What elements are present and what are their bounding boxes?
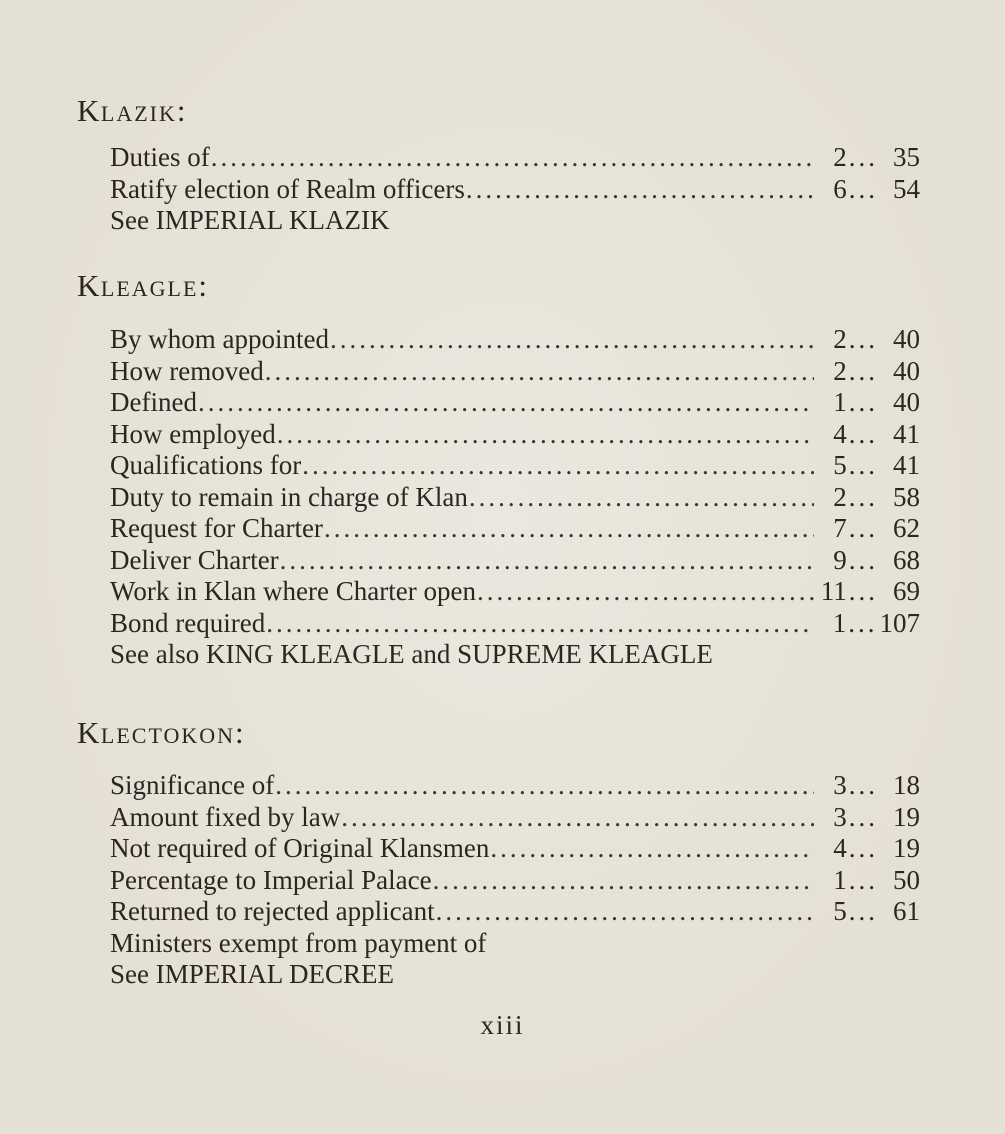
entry-separator: ... (848, 833, 878, 863)
entry-article: 2 (833, 481, 847, 512)
leader-dots (280, 545, 814, 577)
entry-article: 1 (833, 864, 847, 895)
index-entry (110, 770, 920, 802)
heading-initial: K (77, 93, 101, 128)
entry-page: 58 (893, 481, 920, 512)
entry-label: Deliver Charter (110, 544, 279, 575)
leader-dots (490, 833, 813, 865)
entry-separator: ... (848, 513, 878, 543)
entry-page: 61 (893, 896, 920, 926)
heading-colon: : (235, 715, 246, 750)
entry-page: 68 (893, 544, 920, 575)
entry-label: Work in Klan where Charter open (110, 576, 476, 606)
section-heading-klectokon (77, 717, 245, 748)
entry-page: 40 (893, 324, 920, 354)
see-reference: See IMPERIAL DECREE (110, 959, 394, 989)
index-entry (110, 896, 920, 928)
entry-page: 41 (893, 418, 920, 449)
entry-page: 41 (893, 450, 920, 480)
entry-separator: ... (848, 544, 878, 575)
leader-dots (211, 142, 814, 174)
section-entries-kleagle (110, 324, 920, 671)
see-reference: See IMPERIAL KLAZIK (110, 205, 390, 235)
leader-dots (469, 482, 814, 514)
entry-article: 6 (833, 173, 847, 204)
entry-label: Duty to remain in charge of Klan (110, 481, 468, 512)
entry-separator: ... (848, 481, 878, 512)
index-entry (110, 387, 920, 419)
entry-page: 40 (893, 355, 920, 386)
index-entry (110, 802, 920, 834)
heading-colon: : (176, 93, 187, 128)
entry-label: How employed (110, 418, 276, 449)
entry-article: 3 (833, 770, 847, 800)
entry-article: 2 (833, 142, 847, 172)
entry-page: 62 (893, 513, 920, 543)
see-reference: See also KING KLEAGLE and SUPREME KLEAGLE (110, 639, 713, 669)
entry-page: 107 (879, 607, 920, 638)
entry-article: 4 (833, 833, 847, 863)
entry-article: 9 (833, 544, 847, 575)
index-entry (110, 142, 920, 174)
entry-article: 5 (833, 450, 847, 480)
entry-article: 2 (833, 324, 847, 354)
index-entry (110, 576, 920, 608)
section-heading-kleagle (77, 270, 209, 301)
section-entries-klazik (110, 142, 920, 237)
index-entry (110, 865, 920, 897)
entry-label: Amount fixed by law (110, 801, 341, 832)
entry-page: 35 (893, 142, 920, 172)
entry-separator: ... (848, 142, 878, 172)
heading-initial: K (77, 268, 101, 303)
entry-article: 4 (833, 418, 847, 449)
entry-separator: ... (848, 418, 878, 449)
entry-label: Significance of (110, 770, 275, 800)
entry-label: Duties of (110, 142, 210, 172)
index-entry (110, 608, 920, 640)
index-entry (110, 833, 920, 865)
entry-label: Bond required (110, 607, 266, 638)
index-entry (110, 324, 920, 356)
entry-article: 1 (833, 387, 847, 417)
entry-label: By whom appointed (110, 324, 329, 354)
heading-colon: : (198, 268, 209, 303)
leader-dots (341, 802, 814, 834)
index-entry (110, 450, 920, 482)
page-number: xiii (480, 1010, 525, 1040)
leader-dots (277, 419, 814, 451)
heading-rest: LAZIK (100, 101, 177, 126)
entry-page: 69 (893, 576, 920, 606)
leader-dots (302, 450, 814, 482)
entry-article: 1 (832, 607, 847, 638)
leader-dots (433, 865, 814, 897)
section-entries-klectokon (110, 770, 920, 991)
entry-label: Not required of Original Klansmen (110, 833, 490, 863)
entry-page: 19 (893, 833, 920, 863)
index-entry (110, 482, 920, 514)
entry-separator: ... (848, 355, 878, 386)
leader-dots (324, 513, 814, 545)
entry-label: Percentage to Imperial Palace (110, 864, 432, 895)
entry-article: 11 (820, 576, 847, 606)
entry-separator: ... (848, 173, 878, 204)
entry-separator: ... (848, 896, 878, 926)
index-entry (110, 419, 920, 451)
entry-separator: ... (848, 324, 878, 354)
section-heading-klazik (77, 95, 187, 126)
index-entry (110, 174, 920, 206)
entry-label: Returned to rejected applicant (110, 896, 435, 926)
entry-page: 19 (893, 801, 920, 832)
entry-article: 3 (833, 801, 847, 832)
entry-article: 2 (833, 355, 847, 386)
entry-separator: ... (848, 801, 878, 832)
entry-separator: ... (848, 450, 878, 480)
entry-label: Qualifications for (110, 450, 302, 480)
heading-rest: LEAGLE (100, 276, 199, 301)
entry-label: Defined (110, 387, 197, 417)
heading-rest: LECTOKON (100, 723, 236, 748)
entry-article: 5 (833, 896, 847, 926)
entry-page: 18 (893, 770, 920, 800)
entry-label: Request for Charter (110, 513, 323, 543)
leader-dots (477, 576, 814, 608)
entry-article: 7 (833, 513, 847, 543)
leader-dots (466, 174, 814, 206)
entry-page: 40 (893, 387, 920, 417)
entry-page: 54 (893, 173, 920, 204)
leader-dots (436, 896, 814, 928)
entry-label: How removed (110, 355, 264, 386)
entry-separator: ... (848, 387, 878, 417)
leader-dots (265, 356, 814, 388)
entry-label: Ratify election of Realm officers (110, 173, 465, 204)
leader-dots (275, 770, 814, 802)
heading-initial: K (77, 715, 101, 750)
leader-dots (198, 387, 814, 419)
entry-separator: ... (848, 607, 878, 638)
index-entry (110, 356, 920, 388)
see-reference: Ministers exempt from payment of (110, 927, 487, 958)
entry-separator: ... (848, 864, 878, 895)
index-entry (110, 545, 920, 577)
leader-dots (266, 608, 813, 640)
entry-separator: ... (848, 770, 878, 800)
entry-page: 50 (893, 864, 920, 895)
index-entry (110, 513, 920, 545)
entry-separator: ... (848, 576, 878, 606)
leader-dots (330, 324, 814, 356)
